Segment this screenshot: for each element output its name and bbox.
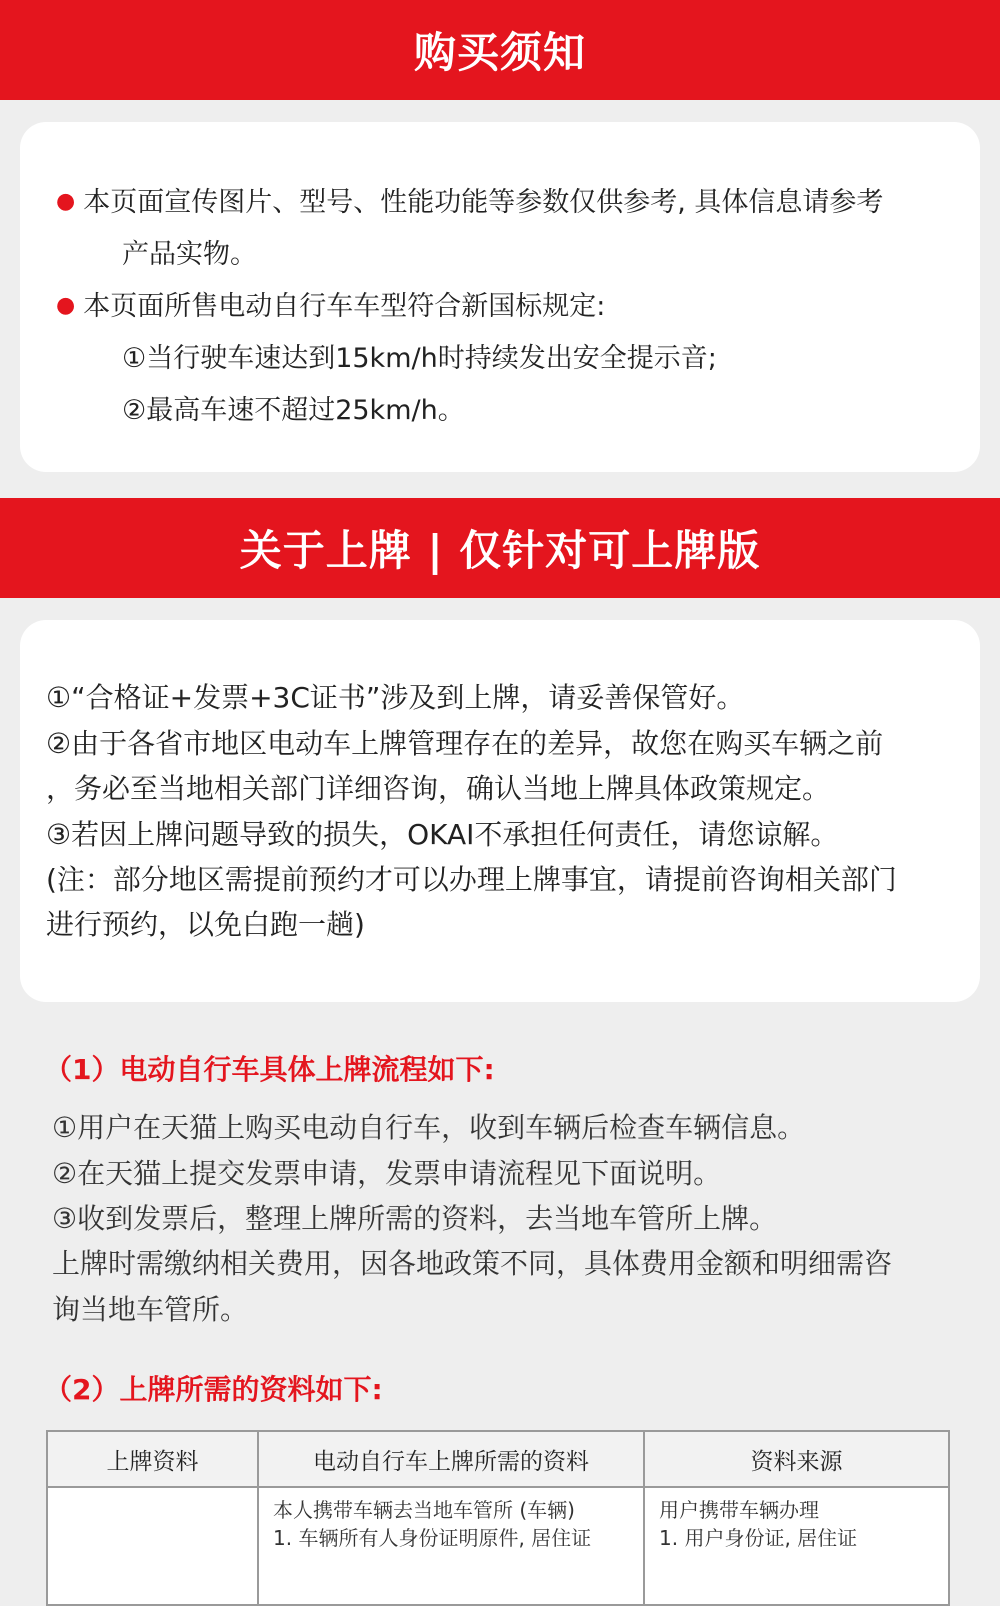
bullet-dot-icon: ● [56,189,76,214]
table-cell [47,1487,258,1605]
table-header-cell: 上牌资料 [47,1431,258,1487]
plate-info-line: (注：部分地区需提前预约才可以办理上牌事宜，请提前咨询相关部门 [46,863,897,896]
process-note: 询当地车管所。 [52,1293,249,1326]
notice-text: 本页面所售电动自行车车型符合新国标规定: [83,291,606,322]
documents-section-title: （2）上牌所需的资料如下: [44,1373,383,1406]
plate-info-line: 进行预约，以免白跑一趟) [46,908,365,941]
table-cell [258,1487,644,1605]
cell-line: 本人携带车辆去当地车管所 (车辆) [273,1498,575,1522]
plate-info-line: ①“合格证+发票+3C证书”涉及到上牌，请妥善保管好。 [46,681,745,714]
table-header-cell: 电动自行车上牌所需的资料 [258,1431,644,1487]
process-step: ①用户在天猫上购买电动自行车，收到车辆后检查车辆信息。 [52,1111,806,1144]
documents-table [46,1430,950,1606]
process-note: 上牌时需缴纳相关费用，因各地政策不同，具体费用金额和明细需咨 [52,1247,893,1280]
process-section-title: （1）电动自行车具体上牌流程如下: [44,1053,495,1086]
plate-banner [0,498,1000,598]
notice-text: 本页面宣传图片、型号、性能功能等参数仅供参考, 具体信息请参考 [83,187,884,218]
process-step: ②在天猫上提交发票申请，发票申请流程见下面说明。 [52,1157,722,1190]
cell-line: 用户携带车辆办理 [659,1498,819,1522]
notice-bullet-1 [56,180,883,219]
banner-title: 购买须知 [413,28,586,77]
notice-sub-item: ②最高车速不超过25km/h。 [122,395,465,426]
banner-title: 关于上牌 | 仅针对可上牌版 [239,526,761,575]
notice-text: 产品实物。 [122,239,257,270]
process-step: ③收到发票后，整理上牌所需的资料，去当地车管所上牌。 [52,1202,778,1235]
cell-line: 1. 车辆所有人身份证明原件, 居住证 [273,1526,592,1550]
table-header-row [47,1431,949,1487]
cell-line: 1. 用户身份证, 居住证 [659,1526,858,1550]
table-row [47,1487,949,1605]
plate-info-line: ③若因上牌问题导致的损失，OKAI不承担任何责任，请您谅解。 [46,818,839,851]
purchase-notice-banner [0,0,1000,100]
plate-info-line: ②由于各省市地区电动车上牌管理存在的差异，故您在购买车辆之前 [46,727,884,760]
bullet-dot-icon: ● [56,293,76,318]
plate-info-line: ，务必至当地相关部门详细咨询，确认当地上牌具体政策规定。 [46,772,831,805]
table-cell [644,1487,949,1605]
table-header-cell: 资料来源 [644,1431,949,1487]
notice-bullet-2 [56,284,605,323]
notice-sub-item: ①当行驶车速达到15km/h时持续发出安全提示音; [122,343,717,374]
